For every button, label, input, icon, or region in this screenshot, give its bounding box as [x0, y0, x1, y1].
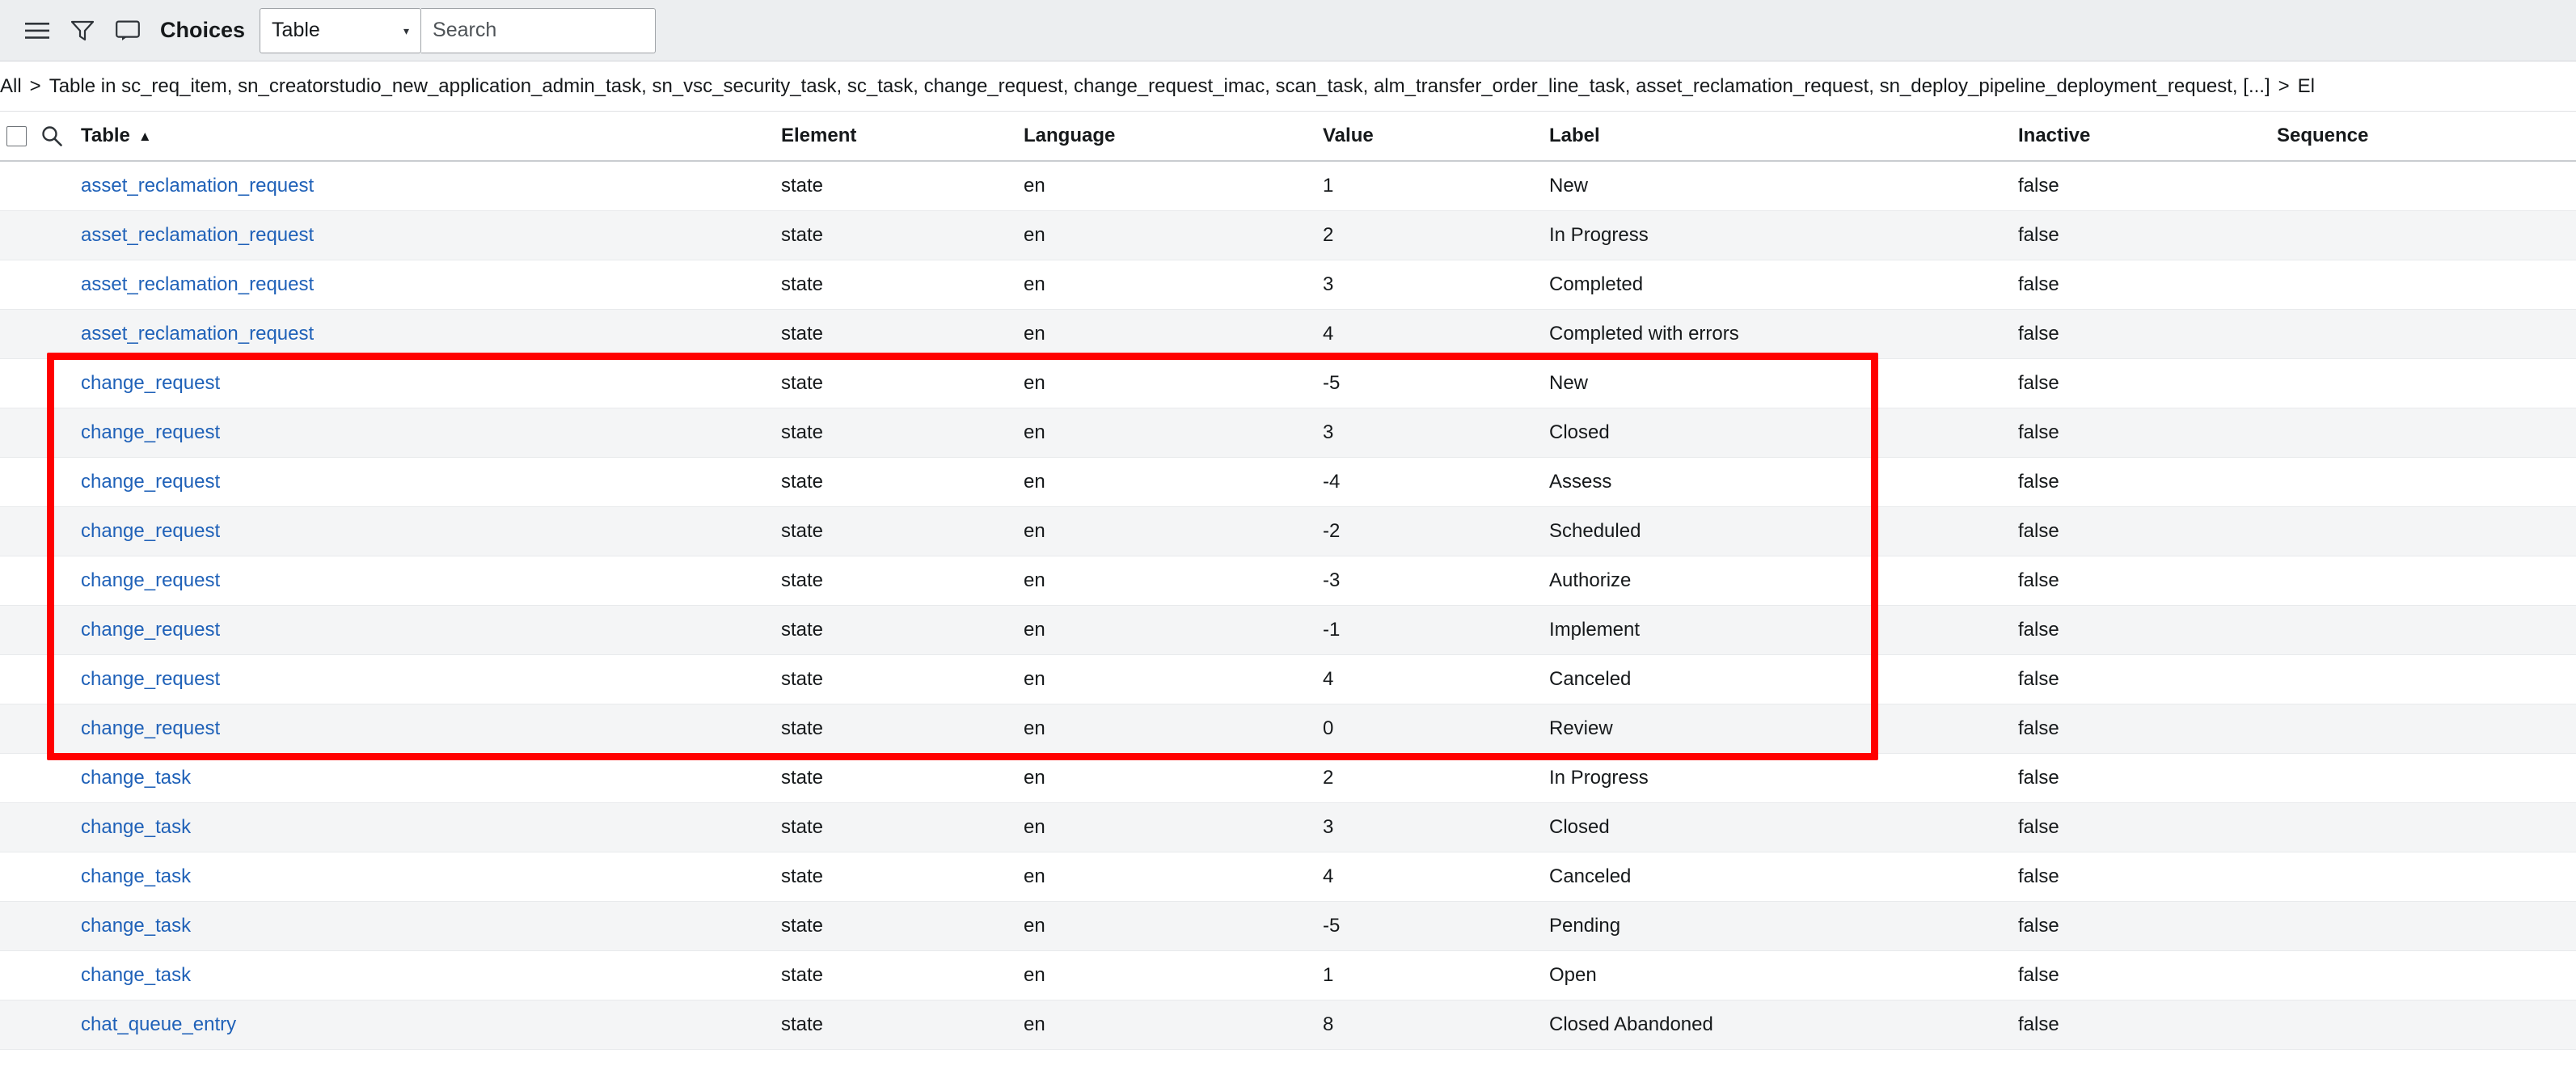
funnel-filter-icon[interactable]	[60, 8, 105, 53]
table-header-row	[0, 112, 2576, 162]
cell-element: state	[781, 717, 824, 739]
cell-inactive: false	[2018, 372, 2059, 394]
cell-element: state	[781, 323, 824, 345]
cell-value: -5	[1323, 915, 1341, 937]
cell-value: 4	[1323, 668, 1334, 690]
breadcrumb-condition[interactable]: Table in sc_req_item, sn_creatorstudio_new_application_admin_task, sn_vsc_security_task, sc_task, change_request, change_request_imac, scan_task, alm_transfer_order_line_task, asset_reclamation_request, sn_deploy_pipeline_deployment_request, [...]	[49, 74, 2270, 97]
cell-language: en	[1024, 915, 1045, 937]
cell-value: 3	[1323, 421, 1334, 443]
cell-value: 4	[1323, 865, 1334, 887]
cell-element: state	[781, 964, 824, 986]
cell-inactive: false	[2018, 964, 2059, 986]
cell-inactive: false	[2018, 915, 2059, 937]
cell-table[interactable]: change_task	[81, 816, 192, 838]
cell-element: state	[781, 421, 824, 443]
cell-label: In Progress	[1549, 767, 1649, 789]
cell-inactive: false	[2018, 323, 2059, 345]
table-row[interactable]	[0, 754, 2576, 803]
cell-table[interactable]: change_request	[81, 471, 221, 493]
table-body	[0, 162, 2576, 1050]
cell-inactive: false	[2018, 767, 2059, 789]
breadcrumb	[0, 61, 2576, 112]
cell-inactive: false	[2018, 717, 2059, 739]
cell-language: en	[1024, 717, 1045, 739]
cell-table[interactable]: change_task	[81, 767, 192, 789]
select-all-cell	[0, 126, 34, 146]
cell-value: 3	[1323, 816, 1334, 838]
cell-element: state	[781, 175, 824, 197]
cell-language: en	[1024, 767, 1045, 789]
cell-value: -2	[1323, 520, 1341, 542]
table-row[interactable]	[0, 310, 2576, 359]
table-row[interactable]	[0, 162, 2576, 211]
cell-label: Closed	[1549, 816, 1610, 838]
cell-value: 2	[1323, 767, 1334, 789]
cell-element: state	[781, 915, 824, 937]
cell-label: Open	[1549, 964, 1597, 986]
table-row[interactable]	[0, 507, 2576, 556]
choices-table	[0, 112, 2576, 1050]
cell-element: state	[781, 865, 824, 887]
cell-label: Closed Abandoned	[1549, 1013, 1713, 1035]
cell-language: en	[1024, 323, 1045, 345]
cell-label: Completed with errors	[1549, 323, 1739, 345]
cell-element: state	[781, 224, 824, 246]
cell-language: en	[1024, 964, 1045, 986]
cell-inactive: false	[2018, 619, 2059, 641]
breadcrumb-root[interactable]: All	[0, 74, 22, 97]
table-row[interactable]	[0, 260, 2576, 310]
table-row[interactable]	[0, 458, 2576, 507]
cell-language: en	[1024, 569, 1045, 591]
cell-label: Canceled	[1549, 668, 1632, 690]
cell-language: en	[1024, 471, 1045, 493]
cell-table[interactable]: change_task	[81, 915, 192, 937]
cell-inactive: false	[2018, 273, 2059, 295]
cell-value: -4	[1323, 471, 1341, 493]
cell-inactive: false	[2018, 421, 2059, 443]
table-row[interactable]	[0, 803, 2576, 852]
cell-label: Assess	[1549, 471, 1612, 493]
column-header-table-label: Table	[81, 125, 130, 146]
cell-table[interactable]: change_request	[81, 520, 221, 542]
cell-table[interactable]: change_request	[81, 668, 221, 690]
column-header-inactive[interactable]: Inactive	[2018, 125, 2091, 146]
cell-label: Closed	[1549, 421, 1610, 443]
cell-language: en	[1024, 372, 1045, 394]
cell-table[interactable]: asset_reclamation_request	[81, 224, 315, 246]
cell-element: state	[781, 767, 824, 789]
cell-element: state	[781, 1013, 824, 1035]
cell-language: en	[1024, 619, 1045, 641]
cell-element: state	[781, 569, 824, 591]
hamburger-menu-icon[interactable]	[15, 8, 60, 53]
table-row[interactable]	[0, 951, 2576, 1000]
table-filter-select-value: Table	[272, 19, 320, 41]
cell-label: Pending	[1549, 915, 1621, 937]
table-row[interactable]	[0, 852, 2576, 902]
cell-language: en	[1024, 520, 1045, 542]
cell-table[interactable]: asset_reclamation_request	[81, 273, 315, 295]
cell-table[interactable]: change_request	[81, 372, 221, 394]
breadcrumb-separator: >	[29, 74, 41, 97]
cell-label: New	[1549, 175, 1589, 197]
top-toolbar	[0, 0, 2576, 61]
cell-value: -3	[1323, 569, 1341, 591]
cell-language: en	[1024, 224, 1045, 246]
column-header-value[interactable]: Value	[1323, 125, 1374, 146]
cell-value: 8	[1323, 1013, 1334, 1035]
cell-language: en	[1024, 668, 1045, 690]
cell-value: 1	[1323, 964, 1334, 986]
cell-element: state	[781, 520, 824, 542]
cell-element: state	[781, 372, 824, 394]
cell-inactive: false	[2018, 816, 2059, 838]
cell-element: state	[781, 273, 824, 295]
cell-inactive: false	[2018, 1013, 2059, 1035]
select-all-checkbox[interactable]	[6, 126, 27, 146]
cell-inactive: false	[2018, 520, 2059, 542]
cell-label: Review	[1549, 717, 1613, 739]
cell-language: en	[1024, 175, 1045, 197]
cell-inactive: false	[2018, 471, 2059, 493]
sort-ascending-icon: ▲	[137, 128, 152, 144]
cell-label: New	[1549, 372, 1589, 394]
cell-value: -5	[1323, 372, 1341, 394]
table-row[interactable]	[0, 211, 2576, 260]
table-row[interactable]	[0, 408, 2576, 458]
cell-table[interactable]: change_request	[81, 717, 221, 739]
cell-table[interactable]: chat_queue_entry	[81, 1013, 237, 1035]
cell-value: 4	[1323, 323, 1334, 345]
cell-value: 2	[1323, 224, 1334, 246]
cell-inactive: false	[2018, 865, 2059, 887]
table-row[interactable]	[0, 704, 2576, 754]
table-row[interactable]	[0, 655, 2576, 704]
cell-inactive: false	[2018, 569, 2059, 591]
column-header-table[interactable]	[70, 125, 781, 147]
column-search-icon[interactable]	[34, 125, 70, 146]
cell-label: In Progress	[1549, 224, 1649, 246]
chevron-down-icon: ▾	[403, 23, 410, 37]
cell-table[interactable]: asset_reclamation_request	[81, 323, 315, 345]
table-row[interactable]	[0, 359, 2576, 408]
cell-language: en	[1024, 421, 1045, 443]
table-row[interactable]	[0, 902, 2576, 951]
cell-table[interactable]: asset_reclamation_request	[81, 175, 315, 197]
cell-label: Completed	[1549, 273, 1644, 295]
table-row[interactable]	[0, 606, 2576, 655]
cell-label: Scheduled	[1549, 520, 1641, 542]
cell-element: state	[781, 668, 824, 690]
cell-value: -1	[1323, 619, 1341, 641]
column-header-element[interactable]: Element	[781, 125, 857, 146]
table-row[interactable]	[0, 556, 2576, 606]
table-filter-select[interactable]	[260, 8, 421, 53]
column-header-sequence[interactable]: Sequence	[2277, 125, 2369, 146]
cell-value: 0	[1323, 717, 1334, 739]
cell-value: 1	[1323, 175, 1334, 197]
cell-language: en	[1024, 273, 1045, 295]
cell-element: state	[781, 471, 824, 493]
cell-label: Authorize	[1549, 569, 1632, 591]
cell-value: 3	[1323, 273, 1334, 295]
cell-label: Canceled	[1549, 865, 1632, 887]
cell-inactive: false	[2018, 224, 2059, 246]
page-title: Choices	[160, 18, 246, 42]
cell-inactive: false	[2018, 175, 2059, 197]
cell-element: state	[781, 816, 824, 838]
cell-table[interactable]: change_request	[81, 421, 221, 443]
search-input[interactable]	[421, 8, 656, 53]
cell-table[interactable]: change_request	[81, 569, 221, 591]
cell-inactive: false	[2018, 668, 2059, 690]
cell-language: en	[1024, 865, 1045, 887]
column-header-language[interactable]: Language	[1024, 125, 1116, 146]
cell-element: state	[781, 619, 824, 641]
cell-language: en	[1024, 816, 1045, 838]
cell-table[interactable]: change_task	[81, 964, 192, 986]
breadcrumb-separator-2: >	[2278, 74, 2290, 97]
breadcrumb-tail[interactable]: El	[2297, 74, 2315, 97]
column-header-label[interactable]: Label	[1549, 125, 1600, 146]
cell-table[interactable]: change_request	[81, 619, 221, 641]
comment-icon[interactable]	[105, 8, 150, 53]
cell-language: en	[1024, 1013, 1045, 1035]
cell-table[interactable]: change_task	[81, 865, 192, 887]
cell-label: Implement	[1549, 619, 1641, 641]
table-row[interactable]	[0, 1000, 2576, 1050]
